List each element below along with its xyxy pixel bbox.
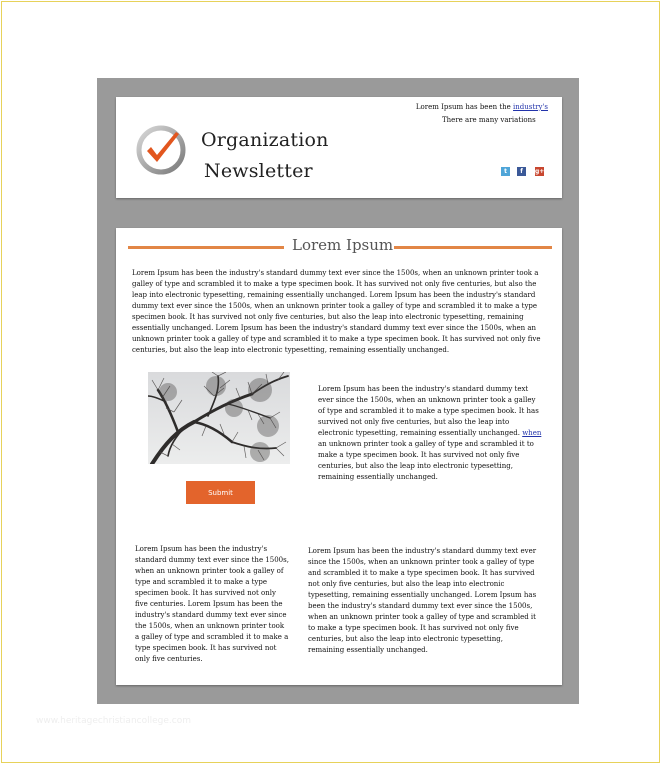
newsletter-header	[116, 97, 562, 198]
checkmark-logo-icon	[135, 124, 187, 176]
twitter-icon[interactable]: t	[501, 167, 510, 176]
right-paragraph-link[interactable]: when	[522, 429, 542, 437]
right-column-paragraph: Lorem Ipsum has been the industry's standard dummy text ever since the 1500s, when an unknown printer took a galley of type and scrambled it to make a type specimen book. It has survived not only five centuries, but also the leap into electronic typesetting, remaining essentially unchanged. Lorem Ipsum has been the industry's standard dummy text ever since the 1500s, when an unknown printer took a galley of type and scrambled it to make a type specimen book. It has survived not only five centuries, but also the leap into electronic typesetting, remaining essentially unchanged.	[308, 547, 537, 654]
organization-title: Organization	[201, 129, 329, 151]
newsletter-body	[116, 228, 562, 685]
watermark-text: www.heritagechristiancollege.com	[36, 716, 191, 726]
right-paragraph-text-a: Lorem Ipsum has been the industry's standard dummy text ever since the 1500s, when an unknown printer took a galley of type and scrambled it to make a type specimen book. It has survived not only five centuries, but also the leap into electronic typesetting, remaining essentially unchanged.	[318, 385, 539, 437]
newsletter-subtitle: Newsletter	[204, 160, 313, 182]
header-tagline-text: Lorem Ipsum has been the	[415, 103, 514, 111]
right-paragraph-text-b: an unknown printer took a galley of type and scrambled it to make a type specimen book. It has survived not only five centuries, but also the leap into electronic typesetting, remaining essentially unchanged.	[318, 440, 534, 481]
section-divider-right	[394, 246, 552, 249]
intro-paragraph: Lorem Ipsum has been the industry's standard dummy text ever since the 1500s, when an unknown printer took a galley of type and scrambled it to make a type specimen book. It has survived not only five centuries, but also the leap into electronic typesetting, remaining essentially unchanged. Lorem Ipsum has been the industry's standard dummy text ever since the 1500s, when an unknown printer took a galley of type and scrambled it to make a type specimen book. It has survived not only five centuries, but also the leap into electronic typesetting, remaining essentially unchanged. Lorem Ipsum has been the industry's standard dummy text ever since the 1500s, when an unknown printer took a galley of type and scrambled it to make a type specimen book. It has survived not only five centuries, but also the leap into electronic typesetting, remaining essentially unchanged.	[132, 269, 541, 354]
left-column-paragraph: Lorem Ipsum has been the industry's standard dummy text ever since the 1500s, when an unknown printer took a galley of type and scrambled it to make a type specimen book. It has survived not only five centuries. Lorem Ipsum has been the industry's standard dummy text ever since the 1500s, when an unknown printer took a galley of type and scrambled it to make a type specimen book. It has survived not only five centuries.	[135, 545, 289, 663]
winter-tree-photo	[148, 372, 290, 464]
submit-button[interactable]: Submit	[186, 481, 255, 504]
right-paragraph	[318, 384, 544, 483]
google-plus-icon[interactable]: g+	[535, 168, 545, 175]
header-tagline-2: There are many variations	[442, 116, 536, 124]
section-title: Lorem Ipsum	[292, 236, 394, 254]
header-tagline	[416, 103, 548, 111]
facebook-icon[interactable]: f	[517, 167, 526, 176]
header-tagline-link[interactable]: industry's	[513, 103, 548, 111]
section-divider-left	[128, 246, 284, 249]
